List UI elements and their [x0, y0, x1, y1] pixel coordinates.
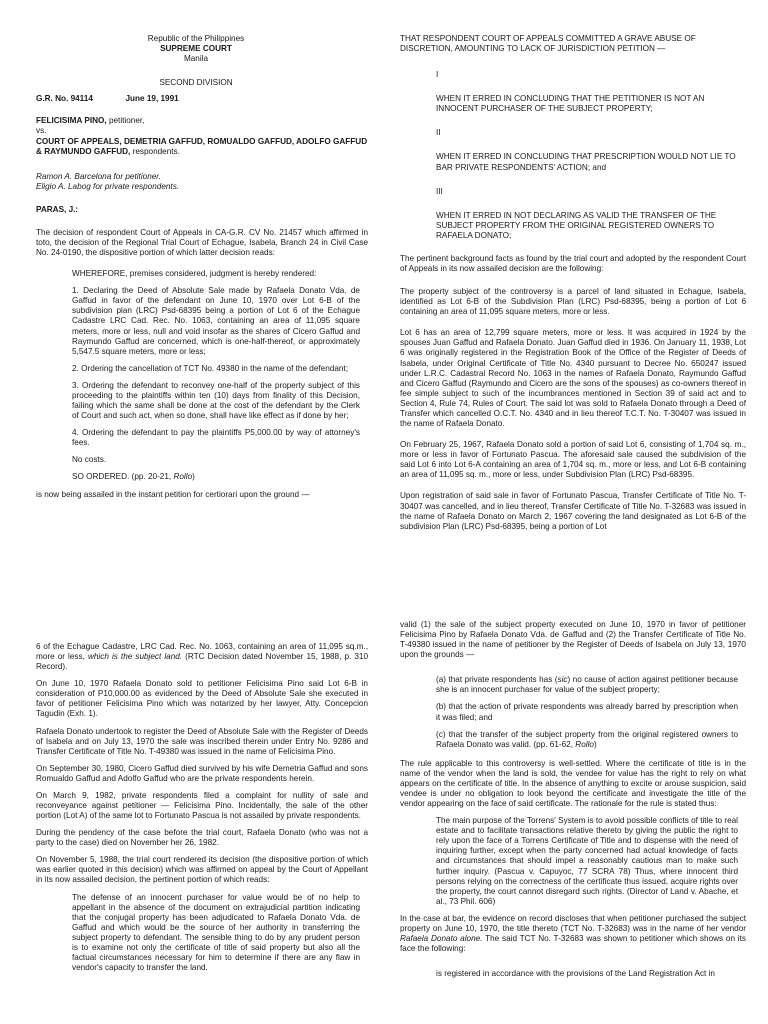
petitioner-line	[36, 116, 368, 126]
so-ordered-text: SO ORDERED. (pp. 20-21,	[72, 472, 174, 482]
case-date: June 19, 1991	[125, 94, 179, 104]
background-paragraph: The pertinent background facts as found by the trial court and adopted by the respondent Court of Appeals in its now assailed decision are the following:	[400, 253, 746, 274]
roman-numeral-3: III	[436, 186, 443, 196]
ponente: PARAS, J.:	[36, 204, 79, 214]
respondents-names: COURT OF APPEALS, DEMETRIA GAFFUD, ROMUALDO GAFFUD, ADOLFO GAFFUD & RAYMUNDO GAFFUD,	[36, 136, 368, 156]
document-page-1	[0, 0, 384, 612]
petitioner-name: FELICISIMA PINO,	[36, 116, 107, 126]
assailed-paragraph: is now being assailed in the instant petition for certiorari upon the ground —	[36, 489, 310, 499]
sep1980-paragraph: On September 30, 1980, Cicero Gaffud died survived by his wife Demetria Gaffud and sons Romualdo Gaffud and Adolfo Gaffud who are the private respondents herein.	[36, 763, 368, 783]
republic-label: Republic of the Philippines	[147, 34, 245, 43]
continuation-citation: (RTC Decision dated November 15, 1988, p. 310 Record).	[36, 652, 368, 672]
counsel-respondents: Eligio A. Labog for private respondents.	[36, 181, 180, 191]
ground-a	[436, 675, 738, 695]
ground-heading: THAT RESPONDENT COURT OF APPEALS COMMITTED A GRAVE ABUSE OF DISCRETION, AMOUNTING TO LACK OF JURISDICTION PETITION —	[400, 34, 696, 54]
valid-paragraph: valid (1) the sale of the subject property executed on June 10, 1970 in favor of petitioner Felicisima Pino by Rafaela Donato Vda. de Gaffud and (2) the Transfer Certificate of Title No. T-49380 issued in the name of petitioner by the Register of Deeds of Isabela on July 13, 1970 upon the grounds —	[400, 620, 746, 660]
document-page-3	[0, 612, 384, 1024]
ground-a-sic: sic	[557, 675, 568, 685]
case-at-bar-paragraph	[400, 914, 746, 954]
division-label: SECOND DIVISION	[159, 78, 233, 88]
ground-c-ref: Rollo	[575, 739, 594, 749]
lot6-paragraph: Lot 6 has an area of 12,799 square meters, more or less. It was acquired in 1924 by the spouses Juan Gaffud and Rafaela Donato. Juan Gaffud died in 1936. On January 11, 1938, Lot 6 was originally registered in the Registration Book of the Office of the Register of Deeds of Isabela, under Original Certificate of Title No. 4340 pursuant to Decree No. 650247 issued under L.R.C. Cadastral Record No. 1063 in the names of Rafaela Donato, Raymundo Gaffud and Cicero Gaffud (Raymundo and Cicero are the sons of the spouses) as co-owners thereof in fee simple subject to such of the incumbrances mentioned in Section 39 of said act and to Section 4, Rule 74, Rules of Court. The said lot was sold to Rafaela Donato through a Deed of Transfer which cancelled O.C.T. No. 4340 and in lieu thereof T.C.T. No. T-30407 was issued in the name of Rafaela Donato.	[400, 328, 746, 429]
respondents-line	[36, 137, 368, 157]
pendency-paragraph: During the pendency of the case before the trial court, Rafaela Donato (who was not a party to the case) died on November her 26, 1982.	[36, 828, 368, 848]
so-ordered	[72, 472, 360, 482]
case-at-bar-text-end: The said TCT No. T-32683 was shown to petitioner which shows on its face the following:	[400, 934, 746, 954]
counsel-petitioner: Ramon A. Barcelona for petitioner.	[36, 171, 161, 181]
registration-paragraph: Upon registration of said sale in favor of Fortunato Pascua, Transfer Certificate of Title No. T-30407 was cancelled, and in lieu thereof, Transfer Certificate of Title No. T-32683 was issued in the name of Rafaela Donato on March 2, 1967 covering the land designated as Lot 6-B of the subdivision Plan (LRC) Psd-68395, being a portion of Lot	[400, 491, 746, 531]
property-paragraph: The property subject of the controversy is a parcel of land situated in Echague, Isabela, identified as Lot 6-B of the Subdivision Plan (LRC) Psd-68395, being a portion of Lot 6 containing an area of 11,095 square meters, more or less.	[400, 287, 746, 317]
roman-numeral-2: II	[436, 128, 441, 138]
versus-label: vs.	[36, 126, 47, 136]
document-page-4	[384, 612, 768, 1024]
defense-quote: The defense of an innocent purchaser for value would be of no help to appellant in the absence of the document on extrajudicial partition indicating that the conjugal property has been adjudicated to Rafaela Donato Vda. de Gaffud and which would be the source of her authority in transferring the subject property to defendant. The sensible thing to do by any prudent person is to examine not only the certificate of title of said property but also all the factual circumstances necessary for him to determine if there are any flaw in vendor's capacity to transfer the land.	[72, 892, 360, 973]
ground-a-text-end: ) no cause of action against petitioner because she is an innocent purchaser for value of the subject property;	[436, 675, 738, 695]
error-2: WHEN IT ERRED IN CONCLUDING THAT PRESCRIPTION WOULD NOT LIE TO BAR PRIVATE RESPONDENTS' ACTION; and	[436, 152, 736, 172]
so-ordered-end: )	[192, 472, 195, 482]
intro-paragraph: The decision of respondent Court of Appeals in CA-G.R. CV No. 21457 which affirmed in toto, the decision of the Regional Trial Court of Echague, Isabela, Branch 24 in Civil Case No. 24-0190, the dispositive portion of which latter decision reads:	[36, 227, 368, 258]
feb1967-paragraph: On February 25, 1967, Rafaela Donato sold a portion of said Lot 6, consisting of 1,704 sq. m., more or less in favor of Fortunato Pascua. The aforesaid sale caused the subdivision of the said Lot 6 into Lot 6-A containing an area of 1,704 sq. m., more or less, and Lot 6-B containing an area of 11,095 sq. m., more or less, under Subdivision Plan (LRC) Psd-68395.	[400, 440, 746, 480]
case-at-bar-text: In the case at bar, the evidence on record discloses that when petitioner purchased the subject property on June 10, 1970, the title thereto (TCT No. T-32683) was in the name of her vendor	[400, 913, 746, 933]
mar1982-paragraph: On March 9, 1982, private respondents filed a complaint for nullity of sale and reconveyance against petitioner — Felicisima Pino. Incidentally, the sale of the other portion (Lot A) of the same lot to Fortunato Pascua is not assailed by private respondents.	[36, 790, 368, 821]
case-at-bar-emphasis: Rafaela Donato alone.	[400, 934, 483, 944]
jun1970-paragraph: On June 10, 1970 Rafaela Donato sold to petitioner Felicisima Pino said Lot 6-B in consideration of P10,000.00 as evidenced by the Deed of Absolute Sale she executed in favor of petitioner Felicisima Pino which was notarized by her lawyer, Atty. Concepcion Tagudin (Exh. 1).	[36, 679, 368, 719]
registered-quote: is registered in accordance with the provisions of the Land Registration Act in	[436, 969, 715, 979]
dispositive-item-1: 1. Declaring the Deed of Absolute Sale made by Rafaela Donato Vda. de Gaffud in favor of the defendant on June 10, 1970 over Lot 6-B of the subdivision plan (LRC) Psd-68395 being a portion of Lot 6 of the Echague Cadastre LRC Cad. Rec. No. 1063, containing an area of 11,095 square meters, more or less, null and void insofar as the shares of Cicero Gaffud and Raymundo Gaffud are concerned, which is one-half-thereof, or approximately 5,547.5 square meters, more or less;	[72, 286, 360, 356]
dispositive-item-2: 2. Ordering the cancellation of TCT No. 49380 in the name of the defendant;	[72, 363, 348, 373]
nov1988-paragraph: On November 5, 1988, the trial court rendered its decision (the dispositive portion of which was earlier quoted in this decision) which was affirmed on appeal by the Court of Appellant in its now assailed decision, the pertinent portion of which reads:	[36, 855, 368, 885]
wherefore-paragraph: WHEREFORE, premises considered, judgment is hereby rendered:	[72, 269, 317, 279]
continuation-paragraph	[36, 642, 368, 672]
case-heading	[36, 94, 368, 104]
ground-b: (b) that the action of private respondents was already barred by prescription when it was filed; and	[436, 702, 738, 722]
ground-c	[436, 730, 738, 750]
error-3: WHEN IT ERRED IN NOT DECLARING AS VALID THE TRANSFER OF THE SUBJECT PROPERTY FROM THE ORIGINAL REGISTERED OWNERS TO RAFAELA DONATO;	[436, 210, 717, 240]
petitioner-role: petitioner,	[106, 116, 145, 126]
court-name: SUPREME COURT	[160, 44, 232, 54]
torrens-quote: The main purpose of the Torrens' System is to avoid possible conflicts of title to real estate and to facilitate transactions relative thereto by giving the public the right to rely upon the face of a Torrens Certificate of Title and to dispense with the need of inquiring further, except when the party concerned had actual knowledge of facts and circumstances that should impel a reasonably cautious man to make such further inquiry. (Pascua v. Capuyoc, 77 SCRA 78) Thus, where innocent third persons relying on the correctness of the certificate thus issued, acquire rights over the property, the court cannot disregard such rights. (Director of Land v. Abache, et al., 73 Phil. 606)	[436, 816, 738, 906]
continuation-text: 6 of the Echague Cadastre, LRC Cad. Rec. No. 1063, containing an area of 11,095 sq.m., more or less,	[36, 642, 368, 662]
dispositive-item-4: 4. Ordering the defendant to pay the plaintiffs P5,000.00 by way of attorney's fees.	[72, 428, 360, 448]
no-costs: No costs.	[72, 455, 107, 465]
so-ordered-ref: Rollo	[173, 472, 193, 482]
respondents-role: respondents.	[130, 146, 180, 156]
continuation-emphasis: which is the subject land.	[87, 652, 183, 662]
roman-numeral-1: I	[436, 70, 439, 80]
dispositive-item-3: 3. Ordering the defendant to reconvey one-half of the property subject of this proceeding to the plaintiffs within ten (10) days from finality of this Decision, failing which the same shall be done at the cost of the defendant by the Clerk of Court and such act, when so done, shall have like effect as if done by her;	[72, 380, 360, 421]
case-number: G.R. No. 94114	[36, 94, 93, 104]
error-1: WHEN IT ERRED IN CONCLUDING THAT THE PETITIONER IS NOT AN INNOCENT PURCHASER OF THE SUBJECT PROPERTY;	[436, 94, 705, 114]
document-page-2	[384, 0, 768, 612]
ground-a-text: (a) that private respondents has (	[436, 675, 558, 685]
ground-c-end: )	[593, 739, 597, 749]
rule-paragraph: The rule applicable to this controversy is well-settled. Where the certificate of title is in the name of the vendor when the land is sold, the vendee for value has the right to rely on what appears on the certificate of title. In the absence of anything to excite or arouse suspicion, said vendee is under no obligation to look beyond the certificate and investigate the title of the vendor appearing on the face of said certificate. The rationale for the rule is stated thus:	[400, 758, 746, 809]
court-city: Manila	[183, 54, 209, 64]
undertook-paragraph: Rafaela Donato undertook to register the Deed of Absolute Sale with the Register of Deeds of Isabela and on July 13, 1970 the sale was inscribed therein under Entry No. 9286 and Transfer Certificate of Title No. T-49380 was issued in the name of Felicisima Pino.	[36, 726, 368, 756]
ground-c-text: (c) that the transfer of the subject property from the original registered owners to Rafaela Donato was valid. (pp. 61-62,	[436, 729, 738, 749]
